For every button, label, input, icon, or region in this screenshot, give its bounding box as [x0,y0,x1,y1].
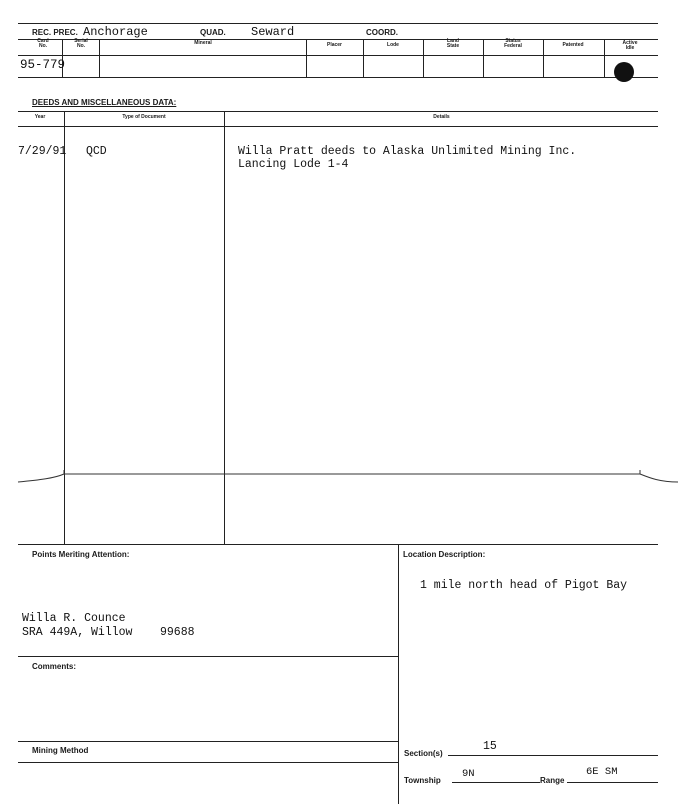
mining-method-label: Mining Method [32,746,89,755]
col-status-federal: Status Federal [504,38,522,49]
points-name: Willa R. Counce [22,612,126,625]
col-details: Details [433,114,450,120]
col-active-idle: Active Idle [622,40,638,51]
col-type-of-document: Type of Document [122,114,166,120]
col-mineral: Mineral [194,40,212,46]
range-label: Range [540,776,565,785]
coord-label: COORD. [366,28,398,37]
deed-details-line1: Willa Pratt deeds to Alaska Unlimited Mining Inc. [238,145,577,158]
quad-label: QUAD. [200,28,226,37]
deed-type: QCD [86,145,107,158]
tape-line [0,462,678,492]
section-label: Section(s) [404,749,443,758]
deed-year: 7/29/91 [18,145,67,158]
col-land-state: Land State [446,38,460,49]
township-value: 9N [462,768,475,780]
active-mark [614,62,634,82]
points-address: SRA 449A, Willow [22,626,133,639]
quad-value: Seward [251,25,295,39]
rec-prec-label: REC. PREC. [32,28,78,37]
points-label: Points Meriting Attention: [32,550,130,559]
col-lode: Lode [387,42,399,48]
location-label: Location Description: [403,550,486,559]
col-placer: Placer [326,42,342,48]
range-value: 6E SM [586,766,618,778]
section-value: 15 [483,740,497,753]
card-number: 95-779 [20,58,66,72]
township-label: Township [404,776,441,785]
col-card-no: Card No. [37,38,49,49]
deed-details-line2: Lancing Lode 1-4 [238,158,349,171]
col-year: Year [34,114,46,120]
rec-prec-value: Anchorage [83,25,148,39]
col-serial-no: Serial No. [74,38,88,49]
points-zip: 99688 [160,626,195,639]
col-patented: Patented [562,42,584,48]
comments-label: Comments: [32,662,77,671]
deeds-section-title: DEEDS AND MISCELLANEOUS DATA: [32,98,177,107]
location-description: 1 mile north head of Pigot Bay [420,579,628,592]
